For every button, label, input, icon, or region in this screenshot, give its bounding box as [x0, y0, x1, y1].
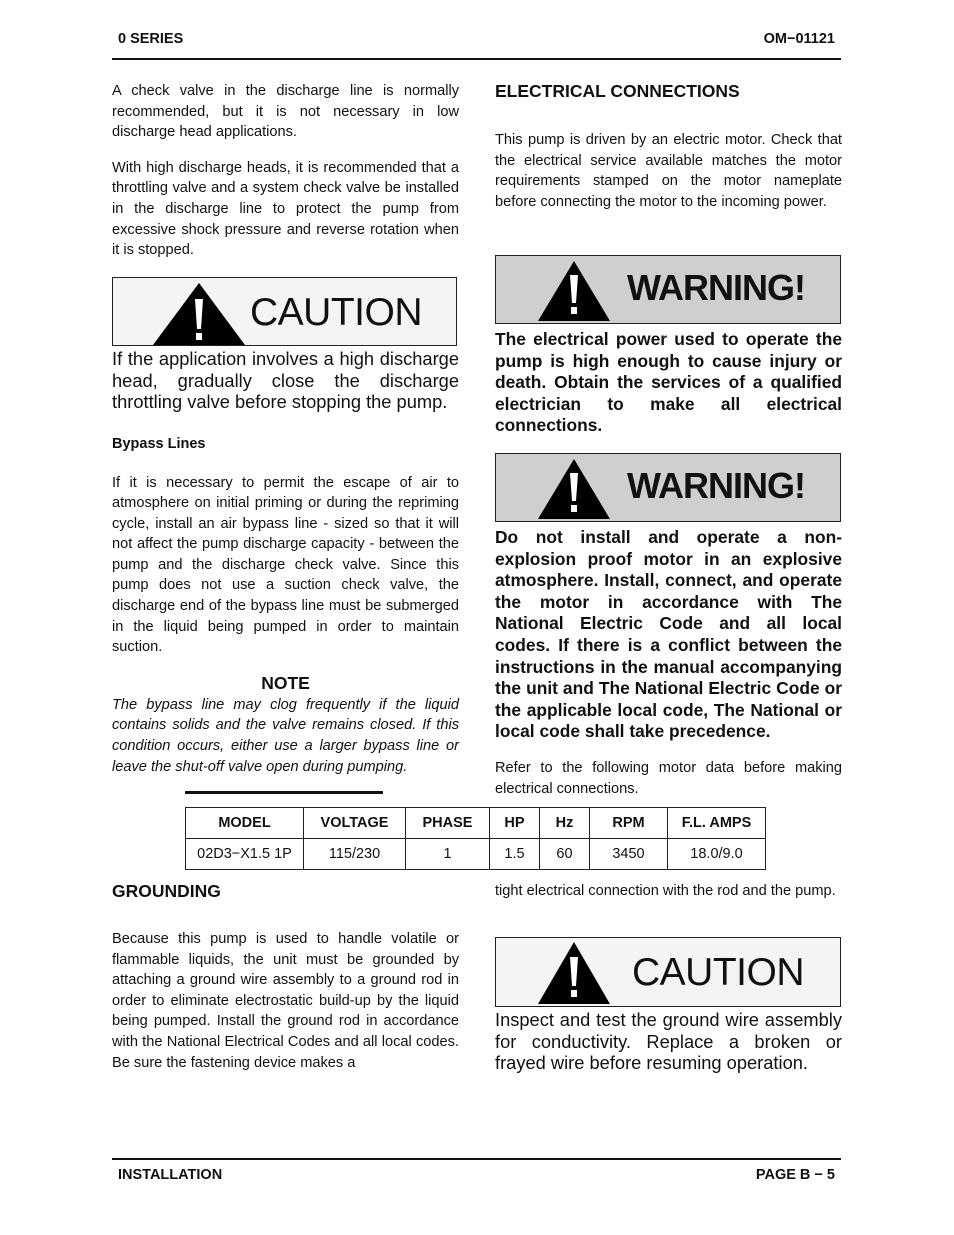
tight-connection-paragraph: tight electrical connection with the rod and the pump.	[495, 883, 836, 899]
table-header-cell: F.L. AMPS	[668, 808, 766, 839]
grounding-section	[112, 881, 459, 1073]
page-header	[112, 0, 841, 47]
header-series: 0 SERIES	[118, 31, 184, 47]
check-valve-paragraph: A check valve in the discharge line is normally recommended, but it is not necessary in low discharge head applications.	[112, 83, 459, 141]
electrical-heading: ELECTRICAL CONNECTIONS	[495, 81, 740, 101]
table-header-cell: PHASE	[406, 808, 490, 839]
note-text: The bypass line may clog frequently if the liquid contains solids and the valve remains closed. If this condition occurs, either use a larger bypass line or leave the shut-off valve open during pumping.	[112, 696, 459, 775]
grounding-paragraph: Because this pump is used to handle volatile or flammable liquids, the unit must be grounded by attaching a ground wire assembly to a ground rod in order to eliminate electrostatic build-up by the liquid being pumped. Install the ground rod in accordance with the National Electrical Codes and all local codes. Be sure the fastening device makes a	[112, 931, 459, 1071]
caution-label-right: CAUTION	[632, 951, 804, 994]
warning-text-block-1	[495, 329, 842, 437]
grounding-heading: GROUNDING	[112, 881, 221, 901]
table-header-row	[186, 808, 766, 839]
table-cell: 3450	[590, 839, 668, 870]
table-header-cell: MODEL	[186, 808, 304, 839]
caution-label: CAUTION	[250, 291, 422, 334]
table-header-cell: HP	[490, 808, 540, 839]
warning-text-block-2	[495, 527, 842, 799]
page-footer	[112, 1136, 841, 1183]
table-top-rule	[185, 791, 383, 794]
note-title: NOTE	[261, 672, 310, 693]
warning-text-2: Do not install and operate a non-explosion proof motor in an explosive atmosphere. Install, connect, and operate the motor in accordance with The National Electric Code and all local codes. If there is a conflict between the instructions in the manual accompanying the unit and The National Electric Code or the applicable local code, The National or local code shall take precedence.	[495, 527, 842, 742]
table-cell: 1	[406, 839, 490, 870]
warning-sign-1	[495, 255, 841, 324]
exclamation-triangle-icon	[536, 259, 612, 323]
high-heads-paragraph: With high discharge heads, it is recommended that a throttling valve and a system check valve be installed in the discharge line to protect the pump from excessive shock pressure and reverse rotation when it is stopped.	[112, 159, 459, 259]
table-header-cell: VOLTAGE	[304, 808, 406, 839]
warning-sign-2	[495, 453, 841, 522]
table-row	[186, 839, 766, 870]
footer-section: INSTALLATION	[118, 1167, 223, 1183]
caution-text-left: If the application involves a high discharge head, gradually close the discharge throttling valve before stopping the pump.	[112, 348, 459, 412]
exclamation-triangle-icon	[536, 457, 612, 521]
bypass-heading: Bypass Lines	[112, 435, 206, 452]
exclamation-triangle-icon	[151, 281, 247, 347]
motor-data-table	[185, 807, 766, 870]
left-column	[112, 81, 459, 261]
table-cell: 02D3−X1.5 1P	[186, 839, 304, 870]
header-doc-number: OM−01121	[763, 31, 835, 47]
caution-text-block-right	[495, 1009, 842, 1074]
warning-label-2: WARNING!	[627, 465, 805, 506]
table-cell: 115/230	[304, 839, 406, 870]
right-column	[495, 81, 842, 212]
table-cell: 1.5	[490, 839, 540, 870]
bypass-paragraph: If it is necessary to permit the escape of air to atmosphere on initial priming or during the repriming cycle, install an air bypass line - sized so that it will not affect the pump discharge capacity - between the pump and the discharge check valve. Since this pump does not use a suction check valve, the discharge end of the bypass line must be submerged in the liquid being pumped in order to maintain suction.	[112, 474, 459, 656]
table-header-cell: RPM	[590, 808, 668, 839]
left-column-lower	[112, 348, 459, 777]
electric-motor-paragraph: This pump is driven by an electric motor. Check that the electrical service available matches the motor requirements stamped on the motor nameplate before connecting the motor to the incoming power.	[495, 132, 842, 210]
refer-paragraph: Refer to the following motor data before making electrical connections.	[495, 759, 842, 797]
footer-page-number: PAGE B − 5	[755, 1167, 835, 1183]
caution-sign-right	[495, 937, 841, 1007]
table-cell: 60	[540, 839, 590, 870]
table-cell: 18.0/9.0	[668, 839, 766, 870]
table-header-cell: Hz	[540, 808, 590, 839]
header-rule	[112, 58, 841, 60]
warning-label-1: WARNING!	[627, 267, 805, 308]
grounding-continued	[495, 881, 842, 902]
warning-text-1: The electrical power used to operate the pump is high enough to cause injury or death. Obtain the services of a qualified electrician to make all electrical connections.	[495, 329, 842, 436]
caution-text-right: Inspect and test the ground wire assembly for conductivity. Replace a broken or frayed wire before resuming operation.	[495, 1009, 842, 1073]
exclamation-triangle-icon	[536, 940, 612, 1006]
caution-sign-left	[112, 277, 457, 346]
